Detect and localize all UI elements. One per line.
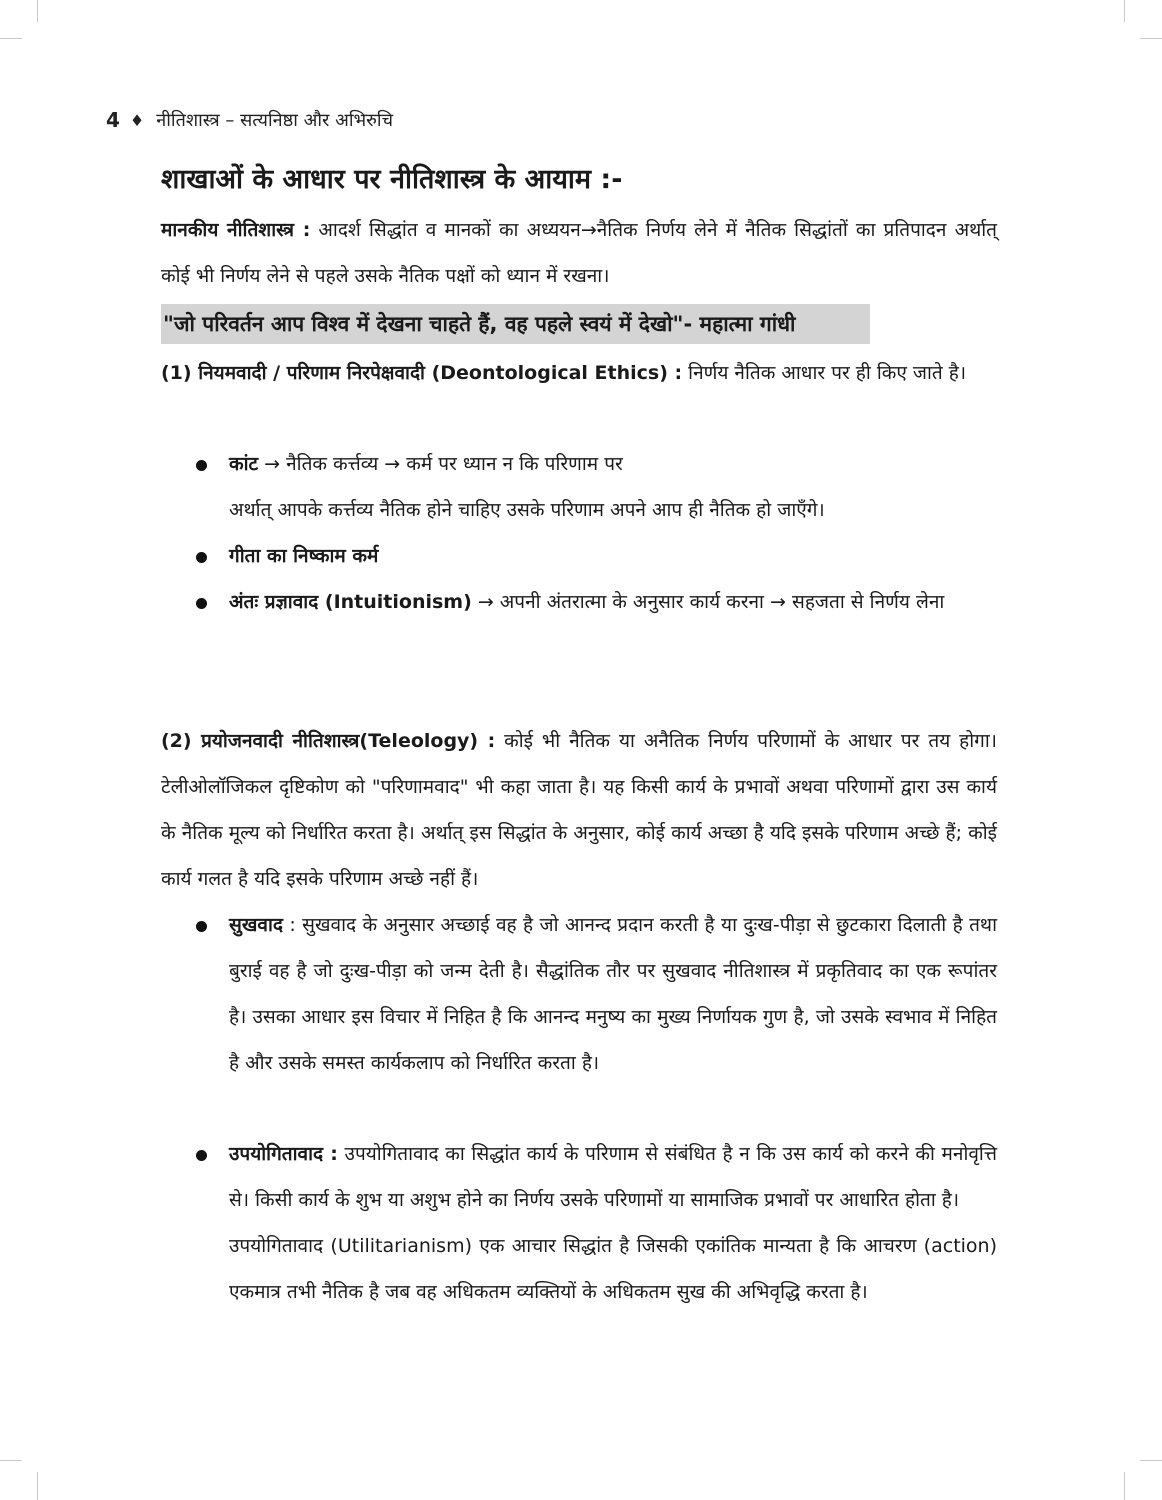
bullet-intuitionism <box>229 579 997 625</box>
normative-ethics-text: आदर्श सिद्धांत व मानकों का अध्ययन→नैतिक निर्णय लेने में नैतिक सिद्धांतों का प्रतिपादन अर्थात् कोई भी निर्णय लेने से पहले उसके नैतिक पक्षों को ध्यान में रखना। <box>161 219 997 287</box>
crop-mark-top-right-v <box>1124 0 1125 22</box>
crop-mark-bottom-left-v <box>37 1472 38 1500</box>
teleology-text: कोई भी नैतिक या अनैतिक निर्णय परिणामों के आधार पर तय होगा। टेलीओलॉजिकल दृष्टिकोण को "परिणामवाद" भी कहा जाता है। यह किसी कार्य के प्रभावों अथवा परिणामों द्वारा उस कार्य के नैतिक मूल्य को निर्धारित करता है। अर्थात् इस सिद्धांत के अनुसार, कोई कार्य अच्छा है यदि इसके परिणाम अच्छे हैं; कोई कार्य गलत है यदि इसके परिणाम अच्छे नहीं हैं। <box>161 730 997 890</box>
utilitarianism-label: उपयोगितावाद : <box>229 1143 338 1165</box>
gita-label: गीता का निष्काम कर्म <box>229 545 379 567</box>
utilitarianism-text-continued: उपयोगितावाद (Utilitarianism) एक आचार सिद्धांत है जिसकी एकांतिक मान्यता है कि आचरण (action) एकमात्र तभी नैतिक है जब वह अधिकतम व्यक्तियों के अधिकतम सुख की अभिवृद्धि करता है। <box>229 1235 997 1303</box>
book-title: नीतिशास्त्र – सत्यनिष्ठा और अभिरुचि <box>156 110 394 131</box>
hedonism-label: सुखवाद <box>229 914 283 936</box>
bullet-kant <box>229 441 997 533</box>
diamond-icon: ♦ <box>129 110 145 130</box>
bullet-icon <box>196 1150 210 1164</box>
crop-mark-bottom-right-v <box>1124 1472 1125 1500</box>
crop-mark-bottom-right-h <box>1140 1460 1162 1461</box>
intuitionism-label: अंतः प्रज्ञावाद (Intuitionism) <box>229 591 472 613</box>
running-header <box>106 104 393 136</box>
crop-mark-top-left-h <box>0 38 22 39</box>
deontology-text: निर्णय नैतिक आधार पर ही किए जाते है। <box>688 362 967 384</box>
kant-text: → नैतिक कर्त्तव्य → कर्म पर ध्यान न कि परिणाम पर <box>264 453 623 475</box>
bullet-hedonism <box>229 902 997 1086</box>
bullet-icon <box>196 552 210 566</box>
kant-text-continued: अर्थात् आपके कर्त्तव्य नैतिक होने चाहिए उसके परिणाम अपने आप ही नैतिक हो जाएँगे। <box>229 499 825 521</box>
hedonism-text: : सुखवाद के अनुसार अच्छाई वह है जो आनन्द प्रदान करती है या दुःख-पीड़ा से छुटकारा दिलाती है तथा बुराई वह है जो दुःख-पीड़ा को जन्म देती है। सैद्धांतिक तौर पर सुखवाद नीतिशास्त्र में प्रकृतिवाद का एक रूपांतर है। उसका आधार इस विचार में निहित है कि आनन्द मनुष्य का मुख्य निर्णायक गुण है, जो उसके स्वभाव में निहित है और उसके समस्त कार्यकलाप को निर्धारित करता है। <box>229 914 997 1074</box>
bullet-gita <box>229 533 997 579</box>
normative-ethics-label: मानकीय नीतिशास्त्र : <box>161 219 311 241</box>
utilitarianism-text: उपयोगितावाद का सिद्धांत कार्य के परिणाम से संबंधित है न कि उस कार्य को करने की मनोवृत्ति से। किसी कार्य के शुभ या अशुभ होने का निर्णय उसके परिणामों या सामाजिक प्रभावों पर आधारित होता है। <box>229 1143 997 1211</box>
bullet-utilitarianism <box>229 1131 997 1315</box>
teleology-label: (2) प्रयोजनवादी नीतिशास्त्र(Teleology) : <box>161 730 496 752</box>
crop-mark-bottom-left-h <box>0 1460 22 1461</box>
deontology-label: (1) नियमवादी / परिणाम निरपेक्षवादी (Deontological Ethics) : <box>161 362 683 384</box>
kant-label: कांट <box>229 453 259 475</box>
section-heading: शाखाओं के आधार पर नीतिशास्त्र के आयाम :- <box>161 164 623 195</box>
deontology-paragraph <box>161 350 997 396</box>
bullet-icon <box>196 598 210 612</box>
teleology-paragraph <box>161 718 997 902</box>
normative-ethics-paragraph <box>161 207 997 299</box>
crop-mark-top-left-v <box>37 0 38 22</box>
crop-mark-top-right-h <box>1140 38 1162 39</box>
bullet-icon <box>196 460 210 474</box>
gandhi-quote: "जो परिवर्तन आप विश्व में देखना चाहते हैं, वह पहले स्वयं में देखो"- महात्मा गांधी <box>161 304 870 344</box>
page-number: 4 <box>106 108 120 132</box>
bullet-icon <box>196 921 210 935</box>
intuitionism-text: → अपनी अंतरात्मा के अनुसार कार्य करना → सहजता से निर्णय लेना <box>477 591 945 613</box>
